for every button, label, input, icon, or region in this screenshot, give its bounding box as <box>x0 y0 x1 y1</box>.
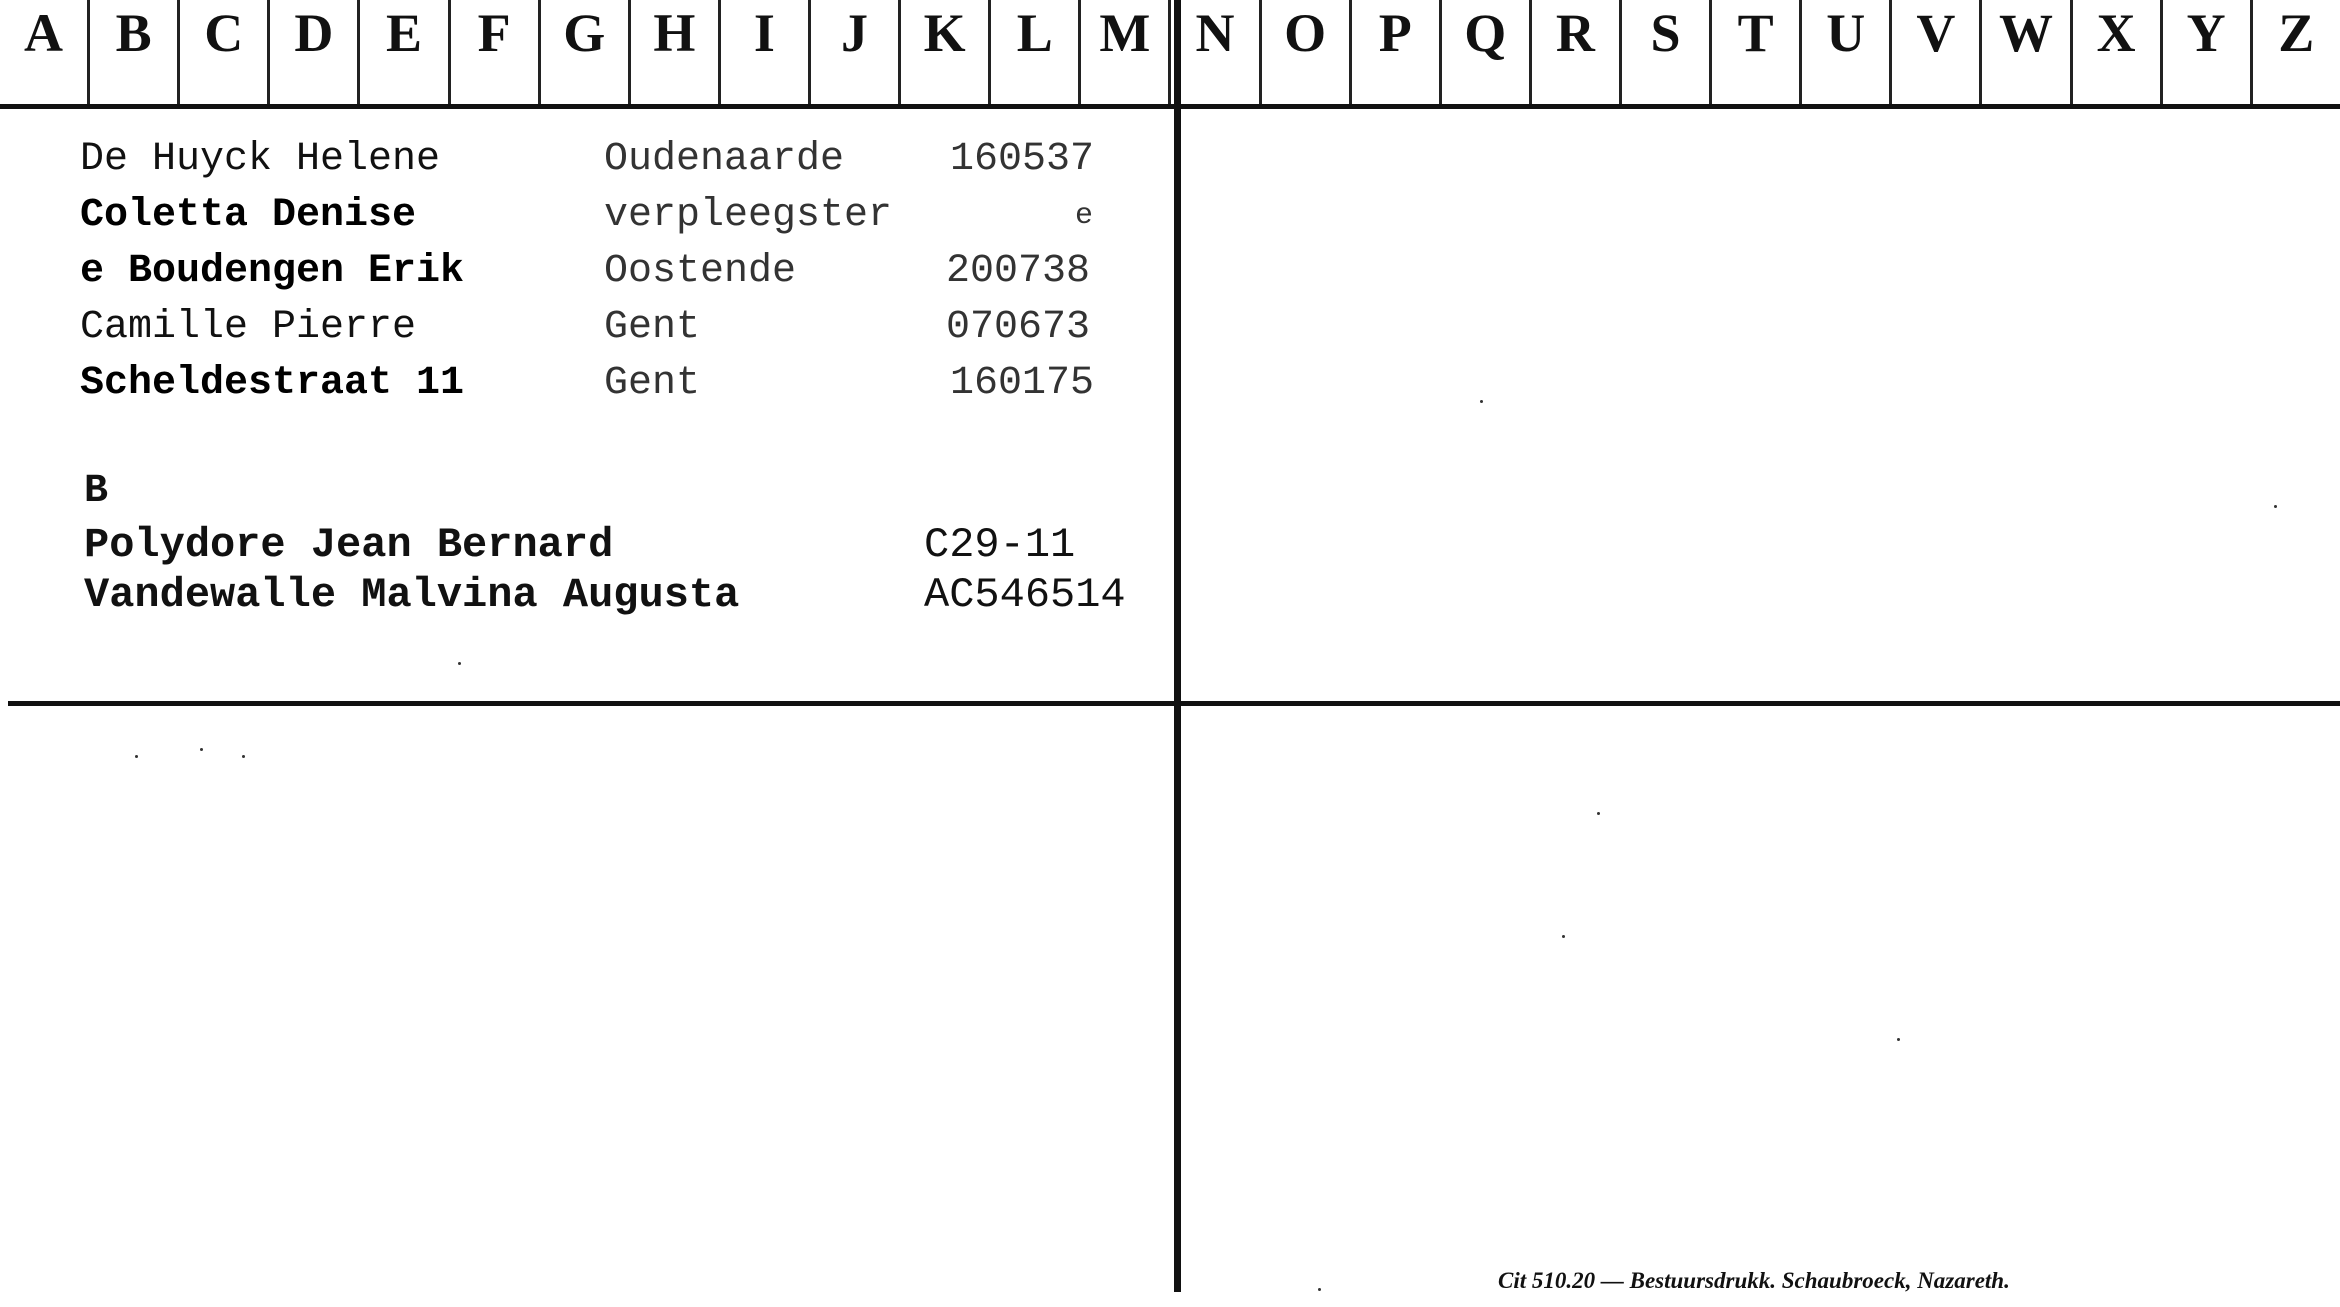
section-b <box>84 464 1164 620</box>
alphabet-tab-t: T <box>1709 0 1799 106</box>
alphabet-tab-y: Y <box>2160 0 2250 106</box>
alphabet-tab-f: F <box>448 0 538 106</box>
scan-speck <box>1597 812 1600 815</box>
center-divider-line <box>1174 0 1181 1292</box>
entry-row <box>84 520 1164 570</box>
entries-list <box>80 132 1140 412</box>
alphabet-tab-n: N <box>1168 0 1258 106</box>
entry-code: 070673 <box>946 305 1091 350</box>
scan-speck <box>242 755 245 758</box>
alphabet-tab-g: G <box>538 0 628 106</box>
entry-place: Oudenaarde <box>604 137 845 182</box>
alphabet-index-bar <box>0 0 2340 106</box>
entry-name: Coletta Denise <box>80 193 417 238</box>
entry-place: verpleegster <box>604 193 893 238</box>
alphabet-tab-c: C <box>177 0 267 106</box>
entry-name: Camille Pierre <box>80 305 417 350</box>
entry-code: 200738 <box>946 249 1091 294</box>
entry-place: Oostende <box>604 249 797 294</box>
alphabet-tab-d: D <box>267 0 357 106</box>
alphabet-tab-j: J <box>808 0 898 106</box>
alphabet-tab-z: Z <box>2250 0 2340 106</box>
entry-row <box>80 300 1140 356</box>
entry-row <box>80 188 1140 244</box>
alphabet-tab-k: K <box>898 0 988 106</box>
scan-speck <box>1318 1288 1321 1291</box>
scan-speck <box>135 755 138 758</box>
alphabet-tab-x: X <box>2070 0 2160 106</box>
scan-speck <box>458 662 461 665</box>
alphabet-tab-v: V <box>1889 0 1979 106</box>
entry-row <box>80 132 1140 188</box>
alphabet-tab-m: M <box>1078 0 1168 106</box>
entry-name: e Boudengen Erik <box>80 249 465 294</box>
printer-footer: Cit 510.20 — Bestuursdrukk. Schaubroeck, Nazareth. <box>1498 1268 2010 1293</box>
entry-name: Polydore Jean Bernard <box>84 521 614 569</box>
scan-speck <box>1480 400 1483 403</box>
scan-speck <box>2274 505 2277 508</box>
alphabet-tab-h: H <box>628 0 718 106</box>
entry-name: Scheldestraat 11 <box>80 361 465 406</box>
alphabet-tab-s: S <box>1619 0 1709 106</box>
entry-code: 160537 <box>950 137 1095 182</box>
alphabet-tab-w: W <box>1979 0 2069 106</box>
entry-code: AC546514 <box>924 571 1126 619</box>
alphabet-tab-l: L <box>988 0 1078 106</box>
entry-row <box>80 356 1140 412</box>
entry-row <box>84 570 1164 620</box>
scan-speck <box>1562 935 1565 938</box>
alphabet-tab-o: O <box>1259 0 1349 106</box>
alphabet-tab-u: U <box>1799 0 1889 106</box>
alphabet-tab-q: Q <box>1439 0 1529 106</box>
entry-code: 160175 <box>950 361 1095 406</box>
entry-row <box>80 244 1140 300</box>
section-letter: B <box>84 469 109 514</box>
alphabet-tab-r: R <box>1529 0 1619 106</box>
entry-place: Gent <box>604 305 701 350</box>
alphabet-tab-i: I <box>718 0 808 106</box>
alphabet-tab-p: P <box>1349 0 1439 106</box>
alphabet-tab-b: B <box>87 0 177 106</box>
scan-speck <box>1897 1038 1900 1041</box>
alphabet-tab-e: E <box>357 0 447 106</box>
entry-name: Vandewalle Malvina Augusta <box>84 571 740 619</box>
entry-code: C29-11 <box>924 521 1076 569</box>
entry-place: Gent <box>604 361 701 406</box>
scan-speck <box>200 748 203 751</box>
header-divider-line <box>0 104 2340 109</box>
alphabet-tab-a: A <box>24 3 64 63</box>
entry-name: De Huyck Helene <box>80 137 441 182</box>
entry-code: e <box>1075 199 1094 233</box>
